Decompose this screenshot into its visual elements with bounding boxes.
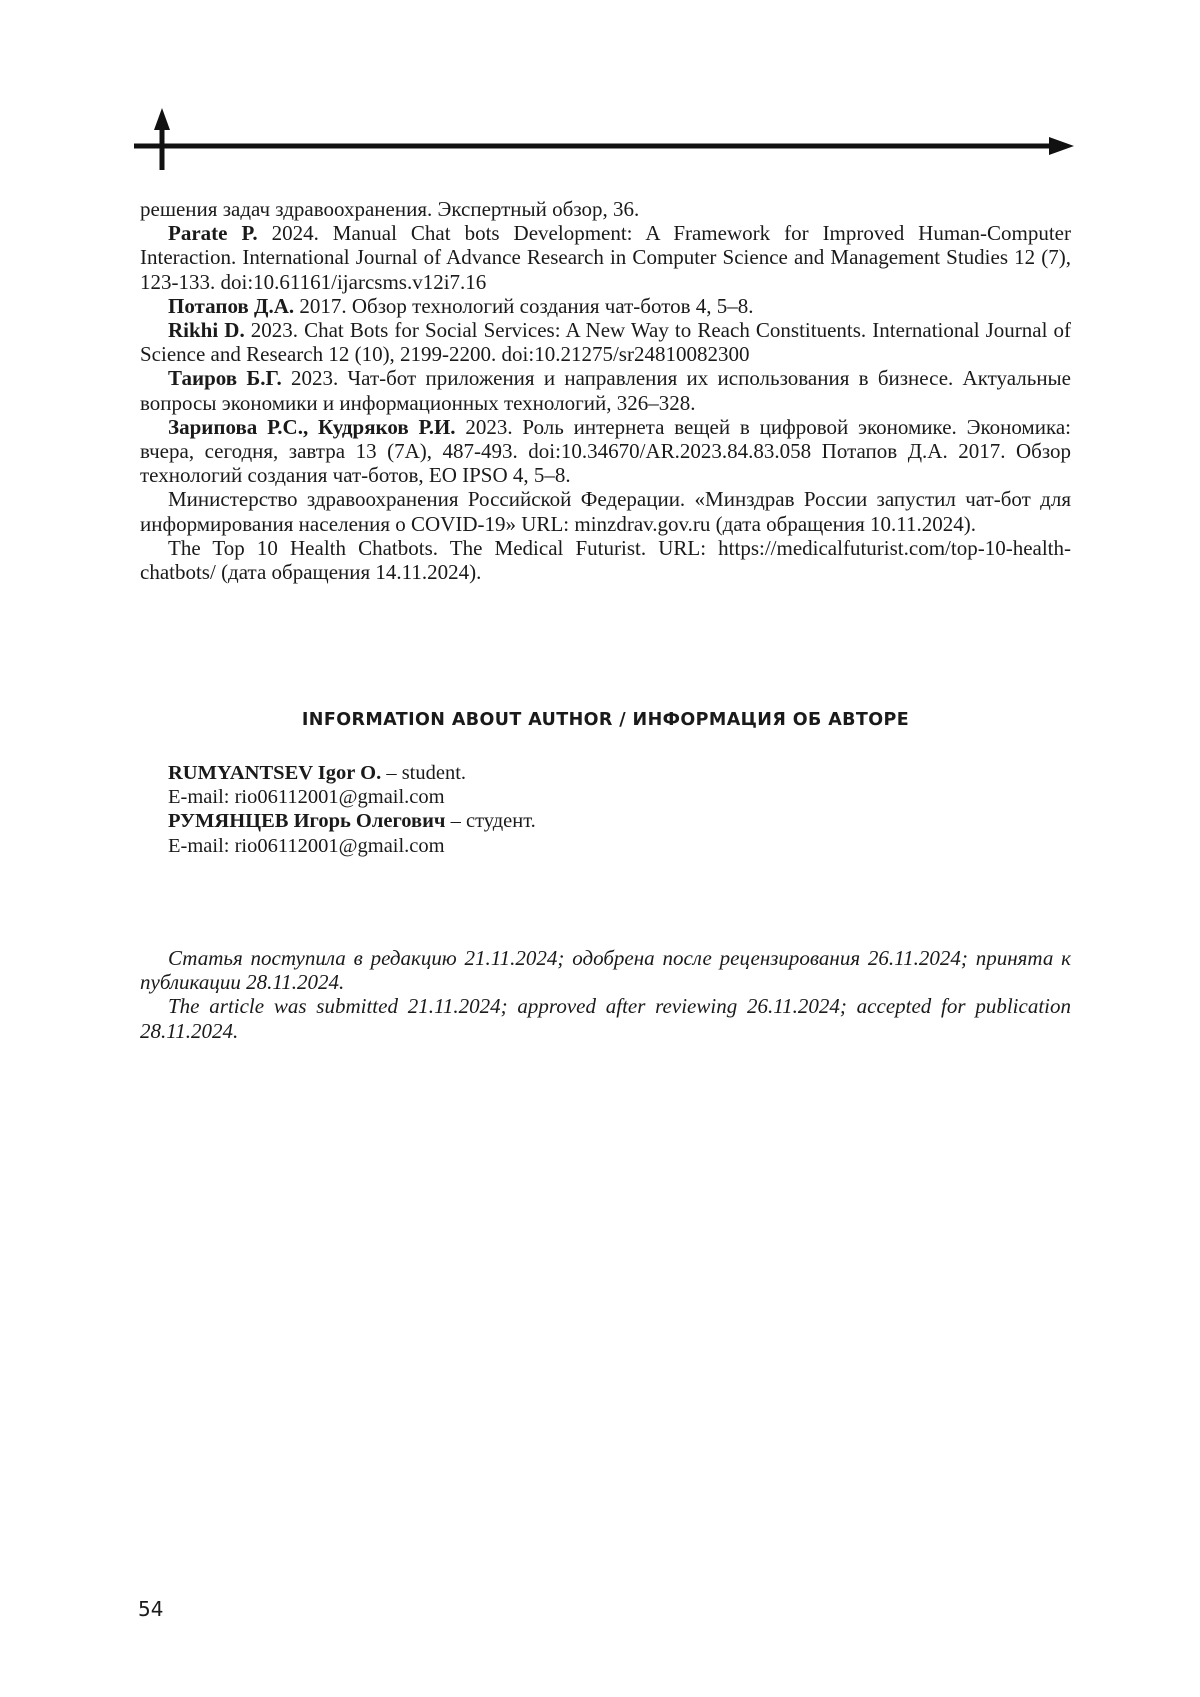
reference-item: Зарипова Р.С., Кудряков Р.И. 2023. Роль интернета вещей в цифровой экономике. Экономика: вчера, сегодня, завтра 13 (7А), 487-493. doi:10.34670/AR.2023.84.83.058 Потапов Д.А. 2017. Обзор технологий создания чат-ботов, ЕО IPSO 4, 5–8.	[140, 414, 1071, 488]
author-en-line: RUMYANTSEV Igor O. – student.	[168, 762, 467, 784]
article-dates-ru: Статья поступила в редакцию 21.11.2024; одобрена после рецензирования 26.11.2024; принята к публикации 28.11.2024.	[140, 946, 1071, 995]
header-arrow-graphic	[134, 108, 1074, 170]
author-info-block	[168, 761, 536, 858]
author-ru-line: РУМЯНЦЕВ Игорь Олегович – студент.	[168, 810, 536, 833]
author-ru-name: РУМЯНЦЕВ Игорь Олегович	[168, 810, 446, 833]
reference-item: Rikhi D. 2023. Chat Bots for Social Services: A New Way to Reach Constituents. International Journal of Science and Research 12 (10), 2199-2200. doi:10.21275/sr24810082300	[140, 318, 1071, 367]
reference-item: Потапов Д.А. 2017. Обзор технологий создания чат-ботов 4, 5–8.	[168, 293, 754, 318]
article-dates-en: The article was submitted 21.11.2024; approved after reviewing 26.11.2024; accepted for publication 28.11.2024.	[140, 994, 1071, 1043]
reference-item: решения задач здравоохранения. Экспертный обзор, 36.	[140, 197, 640, 221]
author-info-heading: INFORMATION ABOUT AUTHOR / ИНФОРМАЦИЯ ОБ АВТОРЕ	[301, 710, 910, 730]
reference-item: The Top 10 Health Chatbots. The Medical Futurist. URL: https://medicalfuturist.com/top-10-health-chatbots/ (дата обращения 14.11.2024).	[140, 535, 1071, 585]
reference-item: Таиров Б.Г. 2023. Чат-бот приложения и направления их использования в бизнесе. Актуальные вопросы экономики и информационных технологий, 326–328.	[140, 366, 1071, 415]
article-dates	[140, 946, 1071, 1043]
page-number: 54	[138, 1597, 164, 1621]
author-en-email: E-mail: rio06112001@gmail.com	[168, 786, 445, 809]
reference-item: Министерство здравоохранения Российской Федерации. «Минздрав России запустил чат-бот для информирования населения о COVID-19» URL: minzdrav.gov.ru (дата обращения 10.11.2024).	[140, 487, 1071, 536]
reference-list	[140, 197, 1071, 584]
author-ru-email: E-mail: rio06112001@gmail.com	[168, 834, 445, 857]
reference-item: Parate P. 2024. Manual Chat bots Development: A Framework for Improved Human-Computer Interaction. International Journal of Advance Research in Computer Science and Management Studies 12 (7), 123-133. doi:10.61161/ijarcsms.v12i7.16	[140, 221, 1071, 294]
author-en-name: RUMYANTSEV Igor O.	[168, 762, 382, 784]
